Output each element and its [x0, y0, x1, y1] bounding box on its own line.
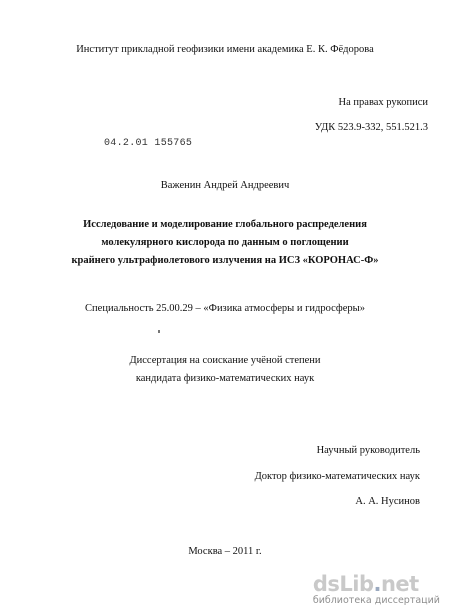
- rights-note: На правах рукописи: [338, 97, 428, 108]
- dissertation-type-line: кандидата физико-математических наук: [135, 373, 315, 384]
- supervisor-name: А. А. Нусинов: [355, 496, 420, 507]
- specialty: Специальность 25.00.29 – «Физика атмосферы и гидросферы»: [85, 303, 365, 314]
- supervisor-role: Научный руководитель: [316, 445, 420, 456]
- institute-name: Институт прикладной геофизики имени академика Е. К. Фёдорова: [76, 44, 374, 55]
- udk-code: УДК 523.9-332, 551.521.3: [314, 122, 428, 133]
- author-name: Важенин Андрей Андреевич: [160, 180, 290, 191]
- watermark-logo-name: dsLib: [312, 572, 374, 596]
- thesis-title-line: Исследование и моделирование глобального распределения: [83, 219, 367, 230]
- city-year: Москва – 2011 г.: [188, 546, 262, 557]
- thesis-title-line: крайнего ультрафиолетового излучения на ИСЗ «КОРОНАС-Ф»: [71, 255, 379, 266]
- watermark-subtitle: библиотека диссертаций: [312, 595, 440, 606]
- supervisor-degree: Доктор физико-математических наук: [254, 471, 420, 482]
- archive-stamp-number: 04.2.01 155765: [104, 138, 193, 149]
- watermark-logo-tld: net: [380, 572, 419, 596]
- thesis-title-line: молекулярного кислорода по данным о поглощении: [101, 237, 349, 248]
- watermark-logo-dot: .: [373, 572, 381, 596]
- dslib-watermark: [313, 573, 440, 607]
- watermark-logo: [313, 573, 440, 595]
- scan-speck: [158, 330, 160, 333]
- dissertation-type-line: Диссертация на соискание учёной степени: [129, 355, 321, 366]
